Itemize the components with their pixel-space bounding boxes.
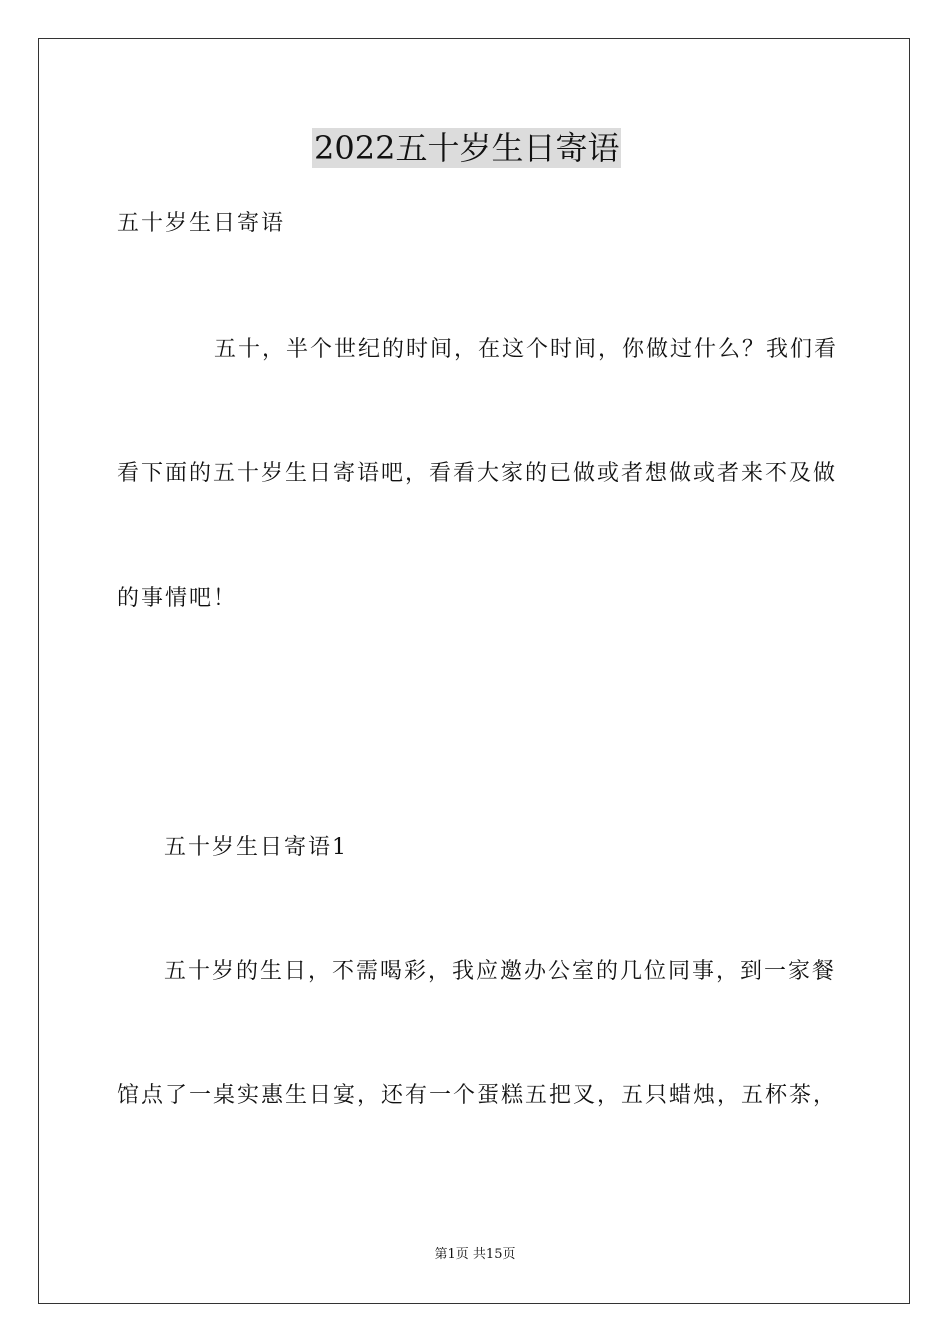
intro-line-3: 的事情吧！ — [117, 586, 238, 611]
section-line-1: 五十岁的生日，不需喝彩，我应邀办公室的几位同事，到一家餐 — [164, 959, 837, 984]
intro-line-2: 看下面的五十岁生日寄语吧，看看大家的已做或者想做或者来不及做 — [117, 461, 838, 486]
document-title: 2022五十岁生日寄语 — [314, 129, 620, 167]
document-subtitle: 五十岁生日寄语 — [117, 211, 286, 236]
intro-line-1: 五十，半个世纪的时间，在这个时间，你做过什么？我们看 — [214, 337, 839, 362]
section-heading: 五十岁生日寄语1 — [164, 835, 348, 860]
page-footer: 第1页 共15页 — [434, 1247, 516, 1262]
section-line-2: 馆点了一桌实惠生日宴，还有一个蛋糕五把叉，五只蜡烛，五杯茶， — [117, 1083, 838, 1108]
